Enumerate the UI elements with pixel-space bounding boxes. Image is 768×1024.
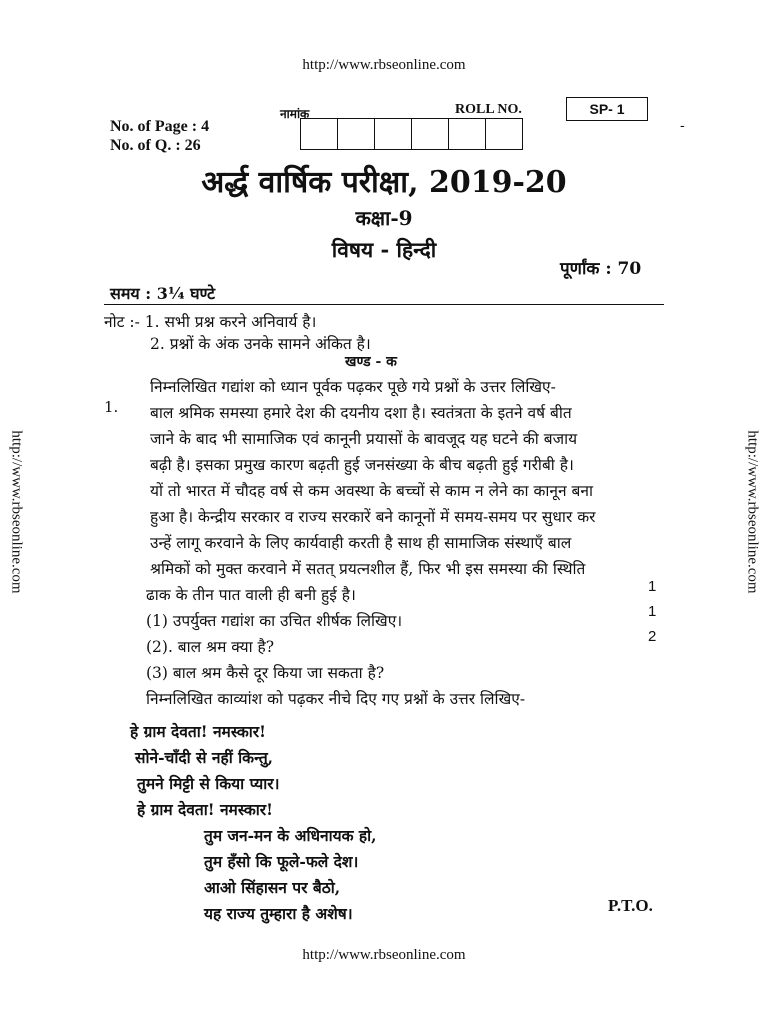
exam-title: अर्द्ध वार्षिक परीक्षा, 2019-20 (201, 165, 567, 200)
poem-line: तुम हँसो कि फूले-फले देश। (204, 852, 359, 871)
namank-label: नामांक (280, 107, 310, 121)
section-label: खण्ड - क (345, 354, 397, 370)
poem-line: यह राज्य तुम्हारा है अशेष। (204, 904, 353, 923)
roll-box (486, 119, 522, 149)
marks-3: 2 (648, 628, 657, 645)
sub-question-2: (2). बाल श्रम क्या है? (146, 638, 275, 656)
sub-question-1: (1) उपर्युक्त गद्यांश का उचित शीर्षक लिखिए। (146, 612, 403, 630)
poem-line: तुम जन-मन के अधिनायक हो, (204, 826, 377, 845)
poem-line: तुमने मिट्टी से किया प्यार। (137, 774, 280, 793)
poem-line: आओ सिंहासन पर बैठो, (204, 878, 341, 897)
bottom-url: http://www.rbseonline.com (302, 947, 466, 963)
poem-instruction: निम्नलिखित काव्यांश को पढ़कर नीचे दिए गए प्रश्नों के उत्तर लिखिए- (146, 690, 526, 708)
question-number: 1. (104, 398, 119, 416)
passage-line: हुआ है। केन्द्रीय सरकार व राज्य सरकारें बने कानूनों में समय-समय पर सुधार कर (150, 508, 596, 526)
passage-line: ढाक के तीन पात वाली ही बनी हुई है। (146, 586, 356, 604)
passage-line: जाने के बाद भी सामाजिक एवं कानूनी प्रयासों के बावजूद यह घटने की बजाय (150, 430, 578, 448)
subject-label: विषय - हिन्दी (331, 237, 437, 262)
marks-1: 1 (648, 578, 657, 595)
roll-box (375, 119, 412, 149)
page-count: No. of Page : 4 (110, 118, 210, 135)
passage-line: निम्नलिखित गद्यांश को ध्यान पूर्वक पढ़कर पूछे गये प्रश्नों के उत्तर लिखिए- (150, 378, 556, 396)
rollno-label: ROLL NO. (455, 102, 522, 117)
marks-2: 1 (648, 603, 657, 620)
sub-question-3: (3) बाल श्रम कैसे दूर किया जा सकता है? (146, 664, 385, 682)
note-2: 2. प्रश्नों के अंक उनके सामने अंकित है। (150, 335, 371, 353)
full-marks: पूर्णांक : 70 (560, 259, 642, 279)
roll-box (301, 119, 338, 149)
note-1: नोट :- 1. सभी प्रश्न करने अनिवार्य है। (104, 313, 317, 331)
passage-line: उन्हें लागू करवाने के लिए कार्यवाही करती है साथ ही सामाजिक संस्थाएँ बाल (150, 534, 572, 552)
class-label: कक्षा-9 (355, 206, 413, 230)
right-side-url: http://www.rbseonline.com (744, 430, 761, 594)
poem-line: हे ग्राम देवता! नमस्कार! (130, 722, 266, 741)
top-url: http://www.rbseonline.com (302, 57, 466, 73)
question-count: No. of Q. : 26 (110, 137, 201, 154)
passage-line: बाल श्रमिक समस्या हमारे देश की दयनीय दशा है। स्वतंत्रता के इतने वर्ष बीत (150, 404, 572, 422)
passage-line: यों तो भारत में चौदह वर्ष से कम अवस्था के बच्चों से काम न लेने का कानून बना (150, 482, 593, 500)
passage-line: बढ़ी है। इसका प्रमुख कारण बढ़ती हुई जनसंख्या के बीच बढ़ती हुई गरीबी है। (150, 456, 574, 474)
stray-mark: - (680, 118, 685, 134)
roll-box (449, 119, 486, 149)
roll-number-boxes (300, 118, 523, 150)
passage-line: श्रमिकों को मुक्त करवाने में सतत् प्रयत्नशील हैं, फिर भी इस समस्या की स्थिति (150, 560, 586, 578)
pto-label: P.T.O. (608, 896, 653, 915)
poem-line: सोने-चाँदी से नहीं किन्तु, (135, 748, 274, 767)
roll-box (338, 119, 375, 149)
paper-code-box: SP- 1 (566, 97, 648, 121)
header-rule (104, 304, 664, 305)
roll-box (412, 119, 449, 149)
exam-time: समय : 3¼ घण्टे (110, 284, 216, 303)
left-side-url: http://www.rbseonline.com (8, 430, 25, 594)
poem-line: हे ग्राम देवता! नमस्कार! (137, 800, 273, 819)
